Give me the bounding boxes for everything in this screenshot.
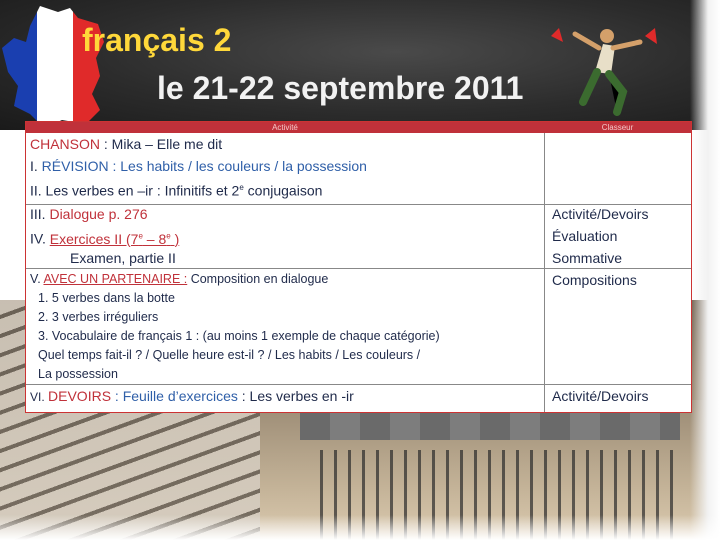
item-label: DEVOIRS (48, 388, 112, 404)
item-number: III. (30, 206, 50, 222)
item-text: : Feuille d’exercices (111, 388, 238, 404)
frame-edge-right (690, 0, 720, 540)
column-header-classeur: Classeur (544, 122, 691, 133)
superscript: e (166, 231, 171, 240)
column-header-activite: Activité (26, 122, 544, 133)
superscript: e (138, 231, 143, 240)
item-text: Composition en dialogue (187, 272, 329, 286)
item-number: I. (30, 158, 42, 174)
column-divider (544, 133, 545, 412)
item-label: Exercices II (7 (49, 230, 139, 247)
agenda-item-dialogue (30, 203, 541, 225)
agenda-item-revision (30, 155, 541, 177)
agenda-table (25, 121, 692, 413)
superscript: e (239, 183, 244, 192)
agenda-item-chanson (30, 133, 541, 155)
item-label: – 8 (142, 230, 167, 247)
list-item: 1. 5 verbes dans la botte (38, 291, 175, 305)
item-text: : Mika – Elle me dit (100, 136, 223, 152)
item-label: ) (170, 230, 180, 247)
dancer-icon (545, 22, 665, 117)
classeur-activite-devoirs-2: Activité/Devoirs (552, 388, 649, 404)
page-title: français 2 (82, 22, 232, 58)
item-label: CHANSON (30, 136, 101, 152)
item-label: AVEC UN PARTENAIRE : (43, 272, 188, 286)
agenda-item-partenaire (30, 270, 541, 290)
page-date: le 21-22 septembre 2011 (157, 70, 524, 106)
item-text: : Les verbes en -ir (237, 388, 354, 404)
list-item: 2. 3 verbes irréguliers (38, 310, 159, 324)
frame-edge-bottom (0, 515, 720, 540)
list-item: Quel temps fait-il ? / Quelle heure est-il ? / Les habits / Les couleurs / (38, 348, 421, 362)
list-item: La possession (38, 367, 118, 381)
classeur-compositions: Compositions (552, 272, 637, 288)
agenda-item-examen: Examen, partie II (70, 250, 176, 266)
item-text: : Les habits / les couleurs / la possession (108, 158, 367, 174)
item-label: RÉVISION (41, 158, 109, 174)
item-number: VI. (30, 390, 49, 404)
agenda-item-verbes (30, 177, 541, 202)
item-label: Dialogue p. 276 (49, 206, 148, 222)
classeur-activite-devoirs: Activité/Devoirs (552, 206, 649, 222)
item-number: V. (30, 272, 44, 286)
classeur-sommative: Sommative (552, 250, 623, 266)
item-number: IV. (30, 230, 50, 247)
item-text: conjugaison (243, 182, 323, 199)
list-item: 3. Vocabulaire de français 1 : (au moins 1 exemple de chaque catégorie) (38, 329, 440, 343)
agenda-item-exercices (30, 225, 541, 250)
agenda-item-devoirs (30, 385, 541, 408)
item-text: II. Les verbes en –ir : Infinitifs et 2 (30, 182, 240, 199)
classeur-evaluation: Évaluation (552, 228, 618, 244)
